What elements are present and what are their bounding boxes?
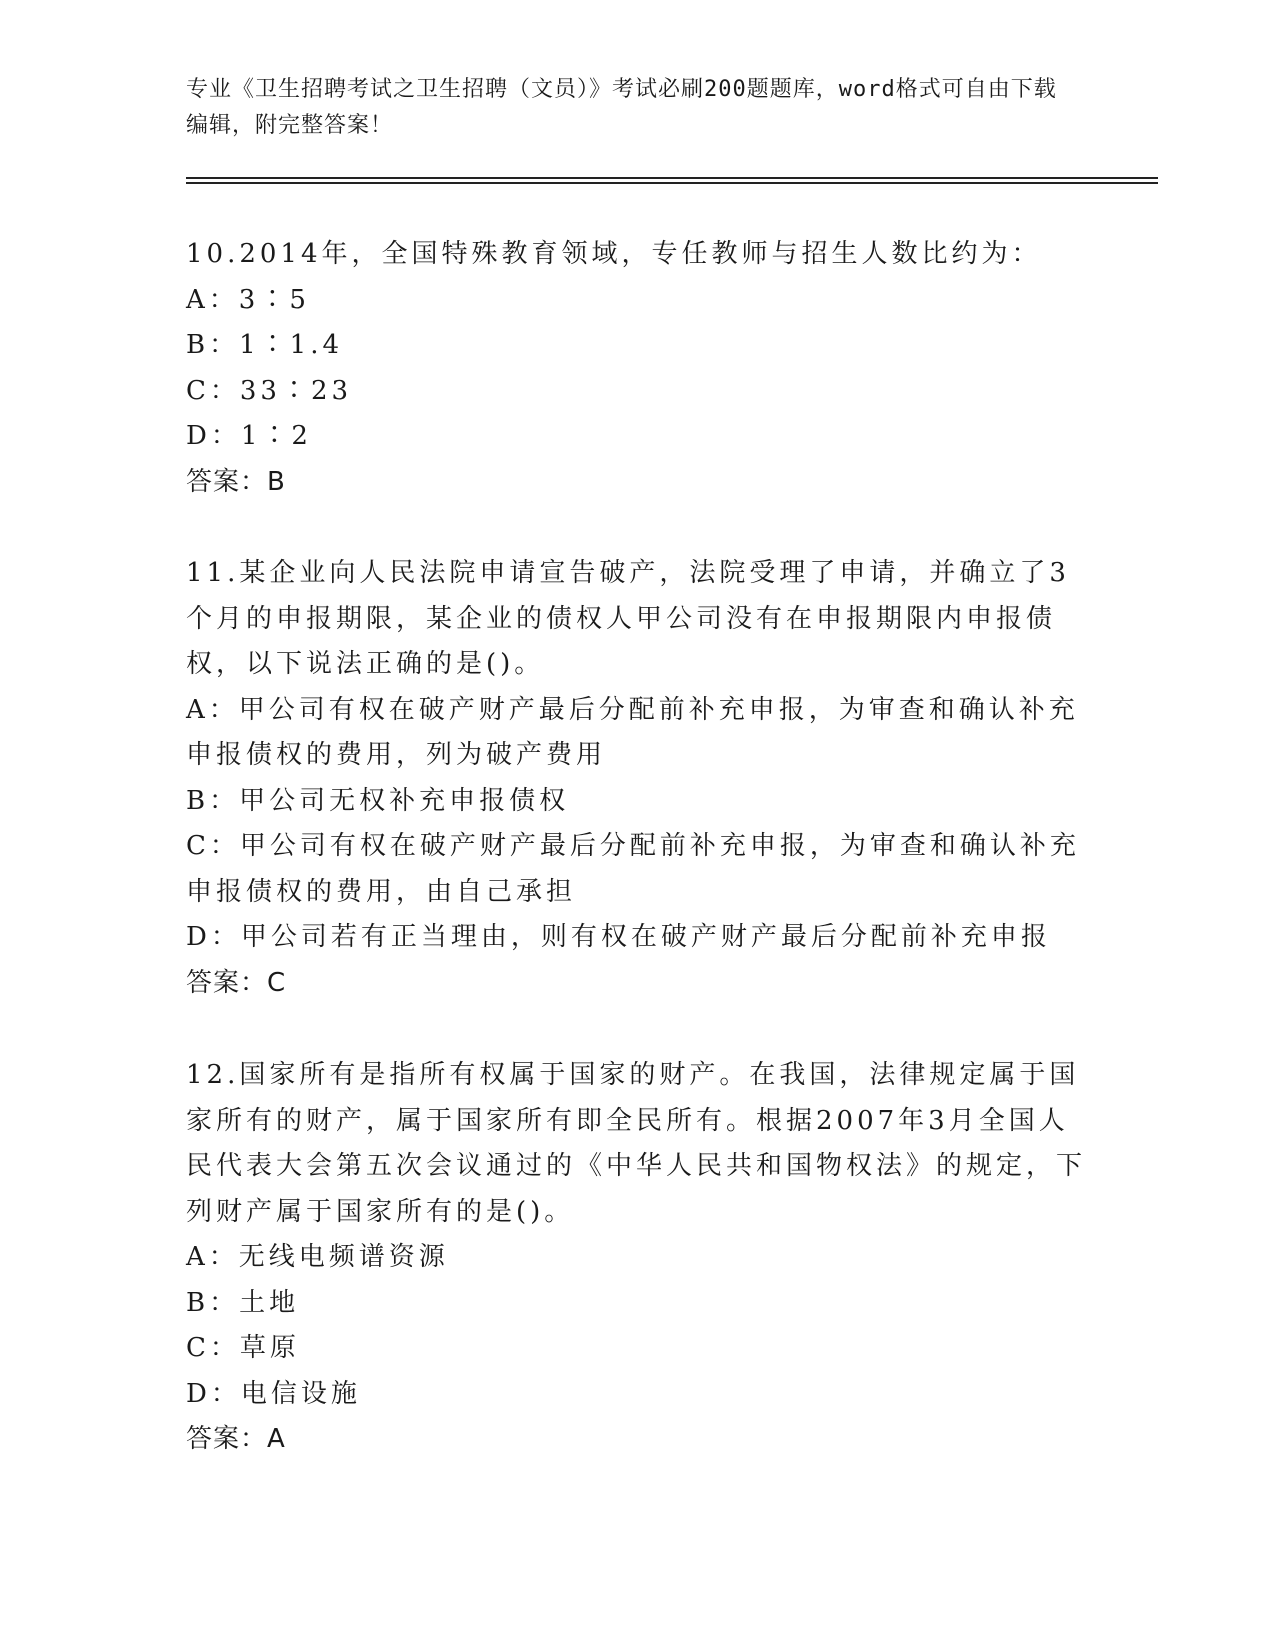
- question-stem: 11.某企业向人民法院申请宣告破产，法院受理了申请，并确立了3个月的申报期限，某企业的债权人甲公司没有在申报期限内申报债权，以下说法正确的是()。: [186, 558, 1070, 679]
- option-b: B：1∶1.4: [186, 330, 343, 360]
- answer: 答案：A: [186, 1424, 286, 1454]
- question-10: [186, 232, 1086, 505]
- option-a: A：3∶5: [186, 284, 310, 315]
- option-c: C：草原: [186, 1333, 300, 1363]
- question-11: [186, 551, 1086, 1006]
- answer: 答案：B: [186, 466, 286, 497]
- header-divider-bottom: [186, 182, 1158, 184]
- option-a: A：无线电频谱资源: [186, 1242, 449, 1272]
- option-d: D：1∶2: [186, 421, 312, 451]
- header-divider-top: [186, 177, 1158, 179]
- question-stem: 10.2014年，全国特殊教育领域，专任教师与招生人数比约为：: [186, 239, 1042, 269]
- option-d: D：甲公司若有正当理由，则有权在破产财产最后分配前补充申报: [186, 922, 1051, 952]
- question-stem: 12.国家所有是指所有权属于国家的财产。在我国，法律规定属于国家所有的财产，属于国家所有即全民所有。根据2007年3月全国人民代表大会第五次会议通过的《中华人民共和国物权法》的规定，下列财产属于国家所有的是()。: [186, 1060, 1087, 1227]
- option-c: C：33∶23: [186, 375, 353, 406]
- option-b: B：甲公司无权补充申报债权: [186, 785, 570, 816]
- option-b: B：土地: [186, 1287, 300, 1318]
- option-c: C：甲公司有权在破产财产最后分配前补充申报，为审查和确认补充申报债权的费用，由自己承担: [186, 831, 1080, 907]
- option-a: A：甲公司有权在破产财产最后分配前补充申报，为审查和确认补充申报债权的费用，列为破产费用: [186, 694, 1079, 770]
- answer: 答案：C: [186, 967, 287, 998]
- question-12: [186, 1053, 1086, 1462]
- option-d: D：电信设施: [186, 1378, 361, 1409]
- document-header: 专业《卫生招聘考试之卫生招聘（文员）》考试必刷200题题库，word格式可自由下载编辑，附完整答案！: [186, 77, 1057, 138]
